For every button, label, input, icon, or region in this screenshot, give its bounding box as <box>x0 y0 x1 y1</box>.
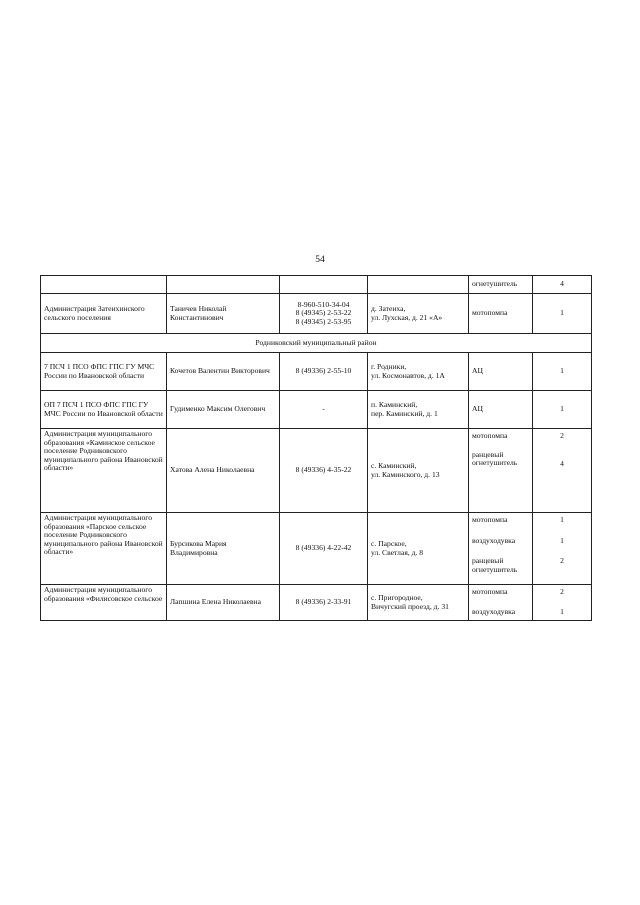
address-line: ул. Светлая, д. 8 <box>371 547 424 557</box>
org-cell: Администрация муниципального образования «Парское сельское поселение Родниковского муниципального района Ивановской области» <box>41 513 167 585</box>
page-number: 54 <box>315 255 325 265</box>
quantity-item: 1 <box>560 515 564 524</box>
phone-cell: - <box>280 391 368 429</box>
section-header-row <box>41 334 592 353</box>
address-line: п. Каминский, <box>371 400 418 409</box>
equipment-item: мотопомпа <box>472 587 508 596</box>
quantity-item: 2 <box>560 587 564 596</box>
equipment-item: мотопомпа <box>472 515 508 524</box>
quantity-cell <box>533 513 592 585</box>
person-cell <box>167 276 280 294</box>
table-row <box>41 353 592 391</box>
address-cell <box>368 276 469 294</box>
quantity-item: 2 <box>560 556 564 565</box>
equipment-item: воздуходувка <box>472 606 516 616</box>
quantity-cell: 1 <box>533 391 592 429</box>
equipment-cell: АЦ <box>469 353 533 391</box>
equipment-cell: огнетушитель <box>469 276 533 294</box>
person-cell: Кочетов Валентин Викторович <box>167 353 280 391</box>
quantity-cell: 4 <box>533 276 592 294</box>
phone-cell <box>280 294 368 334</box>
person-cell: Бурсикова Мария Владимировна <box>167 513 280 585</box>
org-cell: Администрация Затеихинского сельского поселения <box>41 294 167 334</box>
person-cell: Таничев Николай Константинович <box>167 294 280 334</box>
equipment-cell <box>469 429 533 513</box>
org-cell <box>41 276 167 294</box>
quantity-item: 4 <box>560 458 564 468</box>
person-cell: Хатова Алена Николаевна <box>167 429 280 513</box>
quantity-cell: 1 <box>533 294 592 334</box>
phone-cell: 8 (49336) 4-22-42 <box>280 513 368 585</box>
phone-line: 8 (49345) 2-53-95 <box>295 316 352 326</box>
address-cell <box>368 429 469 513</box>
equipment-item: ранцевый огнетушитель <box>472 449 518 467</box>
phone-line: 8-960-510-34-04 <box>297 299 350 309</box>
address-cell <box>368 585 469 621</box>
address-line: с. Пригородное, <box>371 593 423 602</box>
equipment-cell <box>469 585 533 621</box>
quantity-cell <box>533 585 592 621</box>
address-line: пер. Каминский, д. 1 <box>371 408 438 418</box>
quantity-item: 1 <box>560 535 564 545</box>
address-line: с. Парское, <box>371 539 407 548</box>
org-cell: Администрация муниципального образования «Каминское сельское поселение Родниковского муниципального района Ивановской области» <box>41 429 167 513</box>
address-line: г. Родники, <box>371 362 407 371</box>
equipment-item: мотопомпа <box>472 431 508 440</box>
phone-cell: 8 (49336) 4-35-22 <box>280 429 368 513</box>
equipment-item: ранцевый огнетушитель <box>472 556 518 574</box>
phone-line: 8 (49345) 2-53-22 <box>295 308 352 318</box>
address-cell <box>368 353 469 391</box>
address-line: ул. Космонавтов, д. 1А <box>371 370 445 380</box>
equipment-cell: АЦ <box>469 391 533 429</box>
quantity-item: 2 <box>560 431 564 440</box>
address-cell <box>368 391 469 429</box>
resources-table <box>40 275 592 621</box>
address-line: с. Каминский, <box>371 461 417 470</box>
phone-cell <box>280 276 368 294</box>
section-title: Родниковский муниципальный район <box>41 334 592 353</box>
quantity-item: 1 <box>560 606 564 616</box>
table-row <box>41 391 592 429</box>
quantity-cell: 1 <box>533 353 592 391</box>
phone-cell: 8 (49336) 2-55-10 <box>280 353 368 391</box>
table-row <box>41 513 592 585</box>
table-row <box>41 429 592 513</box>
person-cell: Гудименко Максим Олегович <box>167 391 280 429</box>
equipment-cell <box>469 513 533 585</box>
table-row <box>41 294 592 334</box>
quantity-cell <box>533 429 592 513</box>
phone-cell: 8 (49336) 2-33-91 <box>280 585 368 621</box>
address-line: д. Затеиха, <box>371 304 406 313</box>
table-row <box>41 276 592 294</box>
address-cell <box>368 294 469 334</box>
org-cell: Администрация муниципального образования «Филисовское сельское <box>41 585 167 621</box>
address-line: ул. Каминского, д. 13 <box>371 469 440 479</box>
org-cell: ОП 7 ПСЧ 1 ПСО ФПС ГПС ГУ МЧС России по Ивановской области <box>41 391 167 429</box>
person-cell: Лапшина Елена Николаевна <box>167 585 280 621</box>
table-row <box>41 585 592 621</box>
address-line: ул. Лухская, д. 21 «А» <box>371 312 443 322</box>
org-cell: 7 ПСЧ 1 ПСО ФПС ГПС ГУ МЧС России по Ивановской области <box>41 353 167 391</box>
equipment-cell: мотопомпа <box>469 294 533 334</box>
equipment-item: воздуходувка <box>472 535 516 545</box>
address-cell <box>368 513 469 585</box>
address-line: Вичугский проезд, д. 31 <box>371 601 449 611</box>
